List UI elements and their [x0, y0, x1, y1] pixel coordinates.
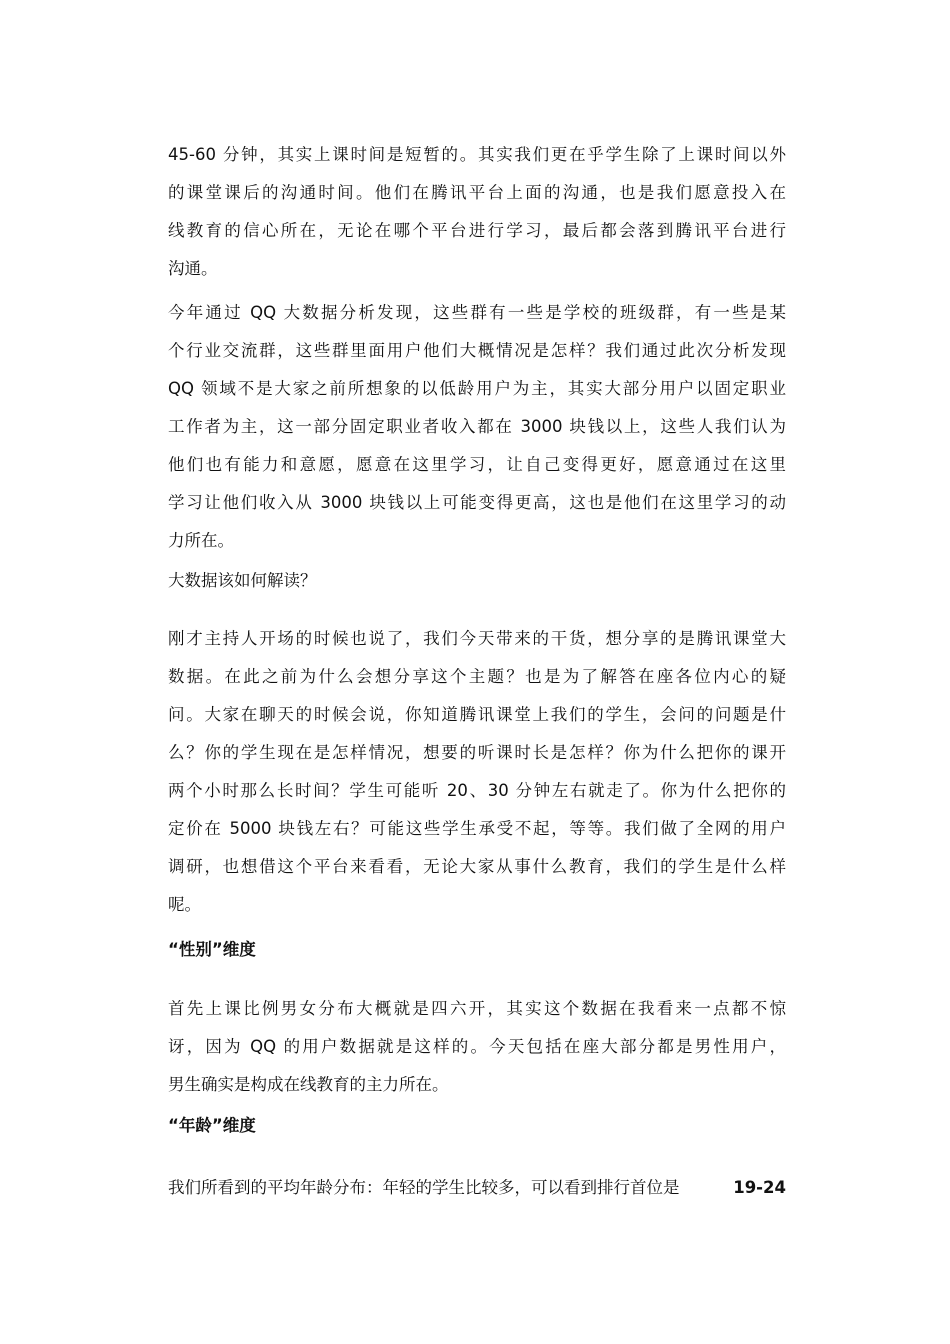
text-line: 调研，也想借这个平台来看看，无论大家从事什么教育，我们的学生是什么样	[168, 857, 786, 876]
text-line	[168, 1169, 786, 1207]
text-line: QQ 领域不是大家之前所想象的以低龄用户为主，其实大部分用户以固定职业	[168, 379, 786, 398]
section-heading-gender: “性别”维度	[168, 940, 256, 959]
text-line: 么？你的学生现在是怎样情况，想要的听课时长是怎样？你为什么把你的课开	[168, 743, 786, 762]
section-heading-age: “年龄”维度	[168, 1116, 256, 1135]
text-line: 呢。	[168, 895, 201, 914]
text-line: 问。大家在聊天的时候会说，你知道腾讯课堂上我们的学生，会问的问题是什	[168, 705, 786, 724]
text-line: 他们也有能力和意愿，愿意在这里学习，让自己变得更好，愿意通过在这里	[168, 455, 786, 474]
paragraph-4	[168, 990, 786, 1104]
text-line: 刚才主持人开场的时候也说了，我们今天带来的干货，想分享的是腾讯课堂大	[168, 629, 786, 648]
text-line: 力所在。	[168, 531, 234, 550]
text-line: 沟通。	[168, 259, 218, 278]
paragraph-3	[168, 620, 786, 924]
text-line: 工作者为主，这一部分固定职业者收入都在 3000 块钱以上，这些人我们认为	[168, 417, 786, 436]
text-line: 个行业交流群，这些群里面用户他们大概情况是怎样？我们通过此次分析发现	[168, 341, 786, 360]
text-line: 学习让他们收入从 3000 块钱以上可能变得更高，这也是他们在这里学习的动	[168, 493, 786, 512]
text-line: 两个小时那么长时间？学生可能听 20、30 分钟左右就走了。你为什么把你的	[168, 781, 786, 800]
text-line: 线教育的信心所在，无论在哪个平台进行学习，最后都会落到腾讯平台进行	[168, 221, 786, 240]
text-line: 首先上课比例男女分布大概就是四六开，其实这个数据在我看来一点都不惊	[168, 999, 786, 1018]
paragraph-1	[168, 136, 786, 288]
text-line: 男生确实是构成在线教育的主力所在。	[168, 1075, 449, 1094]
text-run: 我们所看到的平均年龄分布：年轻的学生比较多，可以看到排行首位是	[168, 1178, 680, 1197]
paragraph-5	[168, 1169, 786, 1207]
text-line: 数据。在此之前为什么会想分享这个主题？也是为了解答在座各位内心的疑	[168, 667, 786, 686]
text-line: 今年通过 QQ 大数据分析发现，这些群有一些是学校的班级群，有一些是某	[168, 303, 786, 322]
paragraph-2	[168, 294, 786, 560]
section-heading-big-data: 大数据该如何解读？	[168, 571, 317, 590]
text-line: 讶，因为 QQ 的用户数据就是这样的。今天包括在座大部分都是男性用户，	[168, 1037, 786, 1056]
text-line: 45-60 分钟，其实上课时间是短暂的。其实我们更在乎学生除了上课时间以外	[168, 145, 786, 164]
text-line: 的课堂课后的沟通时间。他们在腾讯平台上面的沟通，也是我们愿意投入在	[168, 183, 786, 202]
age-range-highlight: 19-24	[733, 1178, 786, 1197]
text-line: 定价在 5000 块钱左右？可能这些学生承受不起，等等。我们做了全网的用户	[168, 819, 786, 838]
